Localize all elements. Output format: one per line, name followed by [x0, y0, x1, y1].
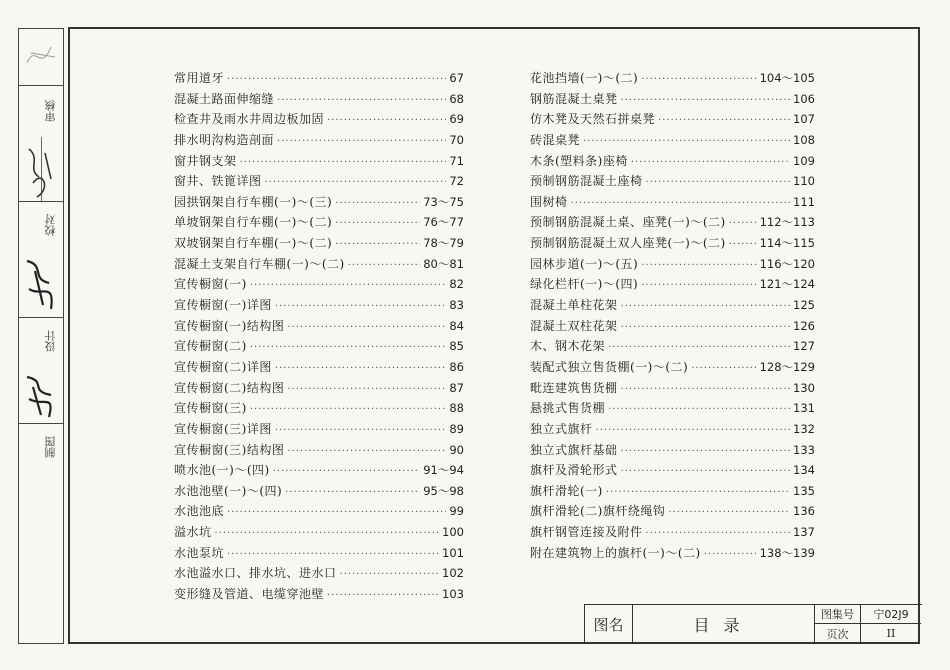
toc-entry-page: 125: [793, 298, 815, 313]
drawing-name-label: 图名: [585, 605, 633, 643]
toc-leader-dots: [335, 218, 420, 229]
toc-entry: [174, 172, 464, 193]
toc-entry-page: 133: [793, 442, 815, 457]
drawing-title: 目录: [633, 605, 815, 643]
toc-leader-dots: [729, 239, 757, 250]
toc-entry-page: 136: [793, 504, 815, 519]
toc-leader-dots: [335, 239, 420, 250]
toc-entry: [530, 461, 815, 482]
toc-entry: [530, 110, 815, 131]
toc-entry-page: 112～113: [759, 215, 815, 230]
toc-entry: [174, 502, 464, 523]
toc-entry-page: 86: [449, 359, 464, 374]
toc-entry-title: 水池溢水口、排水坑、进水口: [174, 566, 337, 581]
toc-entry-title: 预制钢筋混凝土桌、座凳(一)～(二): [530, 215, 726, 230]
toc-entry: [174, 399, 464, 420]
toc-entry-page: 126: [793, 318, 815, 333]
toc-leader-dots: [583, 136, 790, 147]
drawing-frame: [68, 27, 920, 644]
toc-entry: [174, 461, 464, 482]
toc-leader-dots: [621, 384, 791, 395]
toc-entry: [530, 544, 815, 565]
toc-entry-title: 装配式独立售货棚(一)～(二): [530, 359, 689, 374]
toc-entry-page: 103: [442, 587, 464, 602]
toc-leader-dots: [265, 177, 447, 188]
toc-leader-dots: [668, 507, 790, 518]
toc-entry-title: 混凝土双柱花架: [530, 318, 618, 333]
toc-entry-title: 喷水池(一)～(四): [174, 463, 270, 478]
sign-label-drafting: 制图: [44, 436, 57, 458]
toc-entry: [174, 213, 464, 234]
toc-entry-page: 110: [793, 174, 815, 189]
page-value: II: [886, 627, 896, 640]
toc-entry-title: 水池泵坑: [174, 545, 225, 560]
toc-entry-title: 砖混桌凳: [530, 132, 581, 147]
toc-entry-page: 95～98: [423, 483, 464, 498]
toc-entry-title: 水池池壁(一)～(四): [174, 483, 283, 498]
toc-entry-title: 双坡钢架自行车棚(一)～(二): [174, 236, 333, 251]
sign-cell-drafting: [19, 423, 63, 473]
toc-entry-title: 旗杆滑轮(一): [530, 483, 603, 498]
toc-entry-title: 排水明沟构造剖面: [174, 132, 275, 147]
toc-entry: [174, 564, 464, 585]
toc-leader-dots: [691, 363, 756, 374]
toc-entry: [530, 275, 815, 296]
toc-leader-dots: [277, 136, 446, 147]
toc-entry: [530, 296, 815, 317]
toc-entry-title: 溢水坑: [174, 525, 212, 540]
toc-leader-dots: [621, 301, 791, 312]
toc-entry-title: 变形缝及管道、电缆穿池壁: [174, 587, 325, 602]
toc-entry-title: 窗井、铁篦详图: [174, 174, 262, 189]
toc-entry: [530, 152, 815, 173]
toc-leader-dots: [227, 549, 439, 560]
toc-leader-dots: [608, 342, 790, 353]
toc-entry-page: 87: [449, 380, 464, 395]
toc-entry-title: 水池池底: [174, 504, 225, 519]
toc-entry-page: 114～115: [759, 236, 815, 251]
toc-leader-dots: [340, 569, 440, 580]
toc-entry-page: 111: [793, 194, 815, 209]
toc-entry-page: 71: [449, 153, 464, 168]
toc-entry-title: 宣传橱窗(三): [174, 401, 247, 416]
toc-entry-title: 木、钢木花架: [530, 339, 606, 354]
atlas-number-label: 图集号: [815, 605, 861, 624]
toc-leader-dots: [646, 177, 791, 188]
toc-entry-title: 木条(塑料条)座椅: [530, 153, 628, 168]
toc-entry: [174, 441, 464, 462]
top-handwriting: [21, 33, 63, 83]
toc-entry-page: 102: [442, 566, 464, 581]
toc-entry-title: 宣传橱窗(三)结构图: [174, 442, 285, 457]
toc-entry-title: 预制钢筋混凝土双人座凳(一)～(二): [530, 236, 726, 251]
sign-cell-review: [19, 85, 63, 137]
toc-entry: [530, 90, 815, 111]
toc-leader-dots: [227, 507, 446, 518]
toc-entry-title: 宣传橱窗(二)详图: [174, 359, 272, 374]
toc-leader-dots: [348, 260, 420, 271]
sign-label-review: 审核: [44, 100, 57, 122]
sign-cell-proofread: [19, 201, 63, 253]
toc-entry: [530, 234, 815, 255]
toc-entry-title: 围树椅: [530, 194, 568, 209]
toc-entry: [530, 358, 815, 379]
toc-entry-page: 109: [793, 153, 815, 168]
toc-entry-page: 132: [793, 421, 815, 436]
toc-entry: [530, 441, 815, 462]
toc-entry: [530, 337, 815, 358]
proofread-signature: [21, 253, 63, 317]
toc-leader-dots: [287, 384, 446, 395]
toc-entry-page: 99: [449, 504, 464, 519]
toc-entry-title: 混凝土单柱花架: [530, 298, 618, 313]
toc-entry-title: 旗杆滑轮(二)旗杆绕绳钩: [530, 504, 666, 519]
toc-leader-dots: [215, 528, 440, 539]
design-signature: [21, 367, 63, 423]
toc-leader-dots: [631, 157, 790, 168]
toc-entry-title: 常用道牙: [174, 71, 225, 85]
toc-entry-title: 宣传橱窗(二): [174, 339, 247, 354]
toc-entry-title: 预制钢筋混凝土座椅: [530, 174, 643, 189]
review-signature: [21, 139, 61, 201]
toc-entry: [174, 337, 464, 358]
toc-entry-page: 68: [449, 91, 464, 106]
toc-entry-title: 单坡钢架自行车棚(一)～(二): [174, 215, 333, 230]
toc-leader-dots: [704, 549, 757, 560]
toc-entry-page: 101: [442, 545, 464, 560]
toc-entry-page: 107: [793, 112, 815, 127]
toc-entry-page: 127: [793, 339, 815, 354]
toc-leader-dots: [285, 487, 420, 498]
toc-entry: [530, 399, 815, 420]
toc-entry: [530, 317, 815, 338]
toc-entry-title: 悬挑式售货棚: [530, 401, 606, 416]
toc-entry-title: 独立式旗杆基础: [530, 442, 618, 457]
toc-entry: [174, 131, 464, 152]
toc-entry: [174, 69, 464, 90]
toc-entry-title: 宣传橱窗(一)结构图: [174, 318, 285, 333]
toc-leader-dots: [227, 74, 446, 85]
toc-entry: [174, 482, 464, 503]
toc-leader-dots: [275, 301, 446, 312]
toc-leader-dots: [240, 157, 447, 168]
toc-entry-page: 69: [449, 112, 464, 127]
sign-label-proofread: 校对: [44, 214, 57, 236]
toc-entry-page: 85: [449, 339, 464, 354]
toc-entry: [174, 90, 464, 111]
toc-entry-page: 108: [793, 132, 815, 147]
toc-entry-page: 80～81: [423, 256, 464, 271]
toc-entry: [174, 523, 464, 544]
toc-entry: [174, 234, 464, 255]
toc-entry: [174, 275, 464, 296]
toc-entry: [530, 482, 815, 503]
toc-entry: [174, 152, 464, 173]
toc-entry-page: 104～105: [759, 71, 815, 85]
toc-entry-page: 90: [449, 442, 464, 457]
toc-left-column: [174, 69, 464, 606]
toc-entry: [174, 317, 464, 338]
toc-leader-dots: [327, 115, 446, 126]
toc-entry-title: 钢筋混凝土桌凳: [530, 91, 618, 106]
toc-entry-title: 检查井及雨水井周边板加固: [174, 112, 325, 127]
toc-entry-title: 独立式旗杆: [530, 421, 593, 436]
toc-entry-page: 131: [793, 401, 815, 416]
toc-leader-dots: [273, 466, 420, 477]
toc-leader-dots: [250, 404, 446, 415]
toc-leader-dots: [641, 280, 756, 291]
toc-entry: [174, 585, 464, 606]
toc-entry-page: 76～77: [423, 215, 464, 230]
toc-leader-dots: [250, 342, 446, 353]
toc-entry-title: 花池挡墙(一)～(二): [530, 71, 639, 85]
toc-leader-dots: [646, 528, 791, 539]
toc-leader-dots: [621, 466, 791, 477]
toc-leader-dots: [335, 198, 420, 209]
toc-entry-title: 附在建筑物上的旗杆(一)～(二): [530, 545, 701, 560]
toc-entry: [174, 379, 464, 400]
toc-leader-dots: [641, 74, 756, 85]
toc-entry-title: 园林步道(一)～(五): [530, 256, 639, 271]
toc-entry: [174, 110, 464, 131]
toc-entry-page: 134: [793, 463, 815, 478]
toc-entry-title: 旗杆及滑轮形式: [530, 463, 618, 478]
toc-entry-page: 70: [449, 132, 464, 147]
toc-entry-page: 89: [449, 421, 464, 436]
toc-entry: [530, 69, 815, 90]
sign-label-design: 设计: [44, 330, 57, 352]
toc-leader-dots: [621, 446, 791, 457]
toc-entry: [530, 255, 815, 276]
toc-entry-page: 88: [449, 401, 464, 416]
toc-entry-title: 绿化栏杆(一)～(四): [530, 277, 639, 292]
toc-entry-title: 园拱钢架自行车棚(一)～(三): [174, 194, 333, 209]
toc-entry-page: 67: [449, 71, 464, 85]
toc-leader-dots: [275, 363, 446, 374]
toc-entry-title: 宣传橱窗(二)结构图: [174, 380, 285, 395]
toc-entry-page: 106: [793, 91, 815, 106]
toc-entry: [530, 379, 815, 400]
toc-entry: [174, 193, 464, 214]
toc-leader-dots: [277, 95, 446, 106]
signature-strip: [18, 28, 64, 644]
toc-entry-page: 121～124: [759, 277, 815, 292]
toc-leader-dots: [658, 115, 790, 126]
toc-entry: [530, 523, 815, 544]
toc-entry: [530, 213, 815, 234]
atlas-number-value: 宁02J9: [861, 605, 921, 624]
toc-entry-title: 旗杆钢管连接及附件: [530, 525, 643, 540]
toc-leader-dots: [606, 487, 790, 498]
toc-leader-dots: [729, 218, 757, 229]
toc-leader-dots: [621, 322, 791, 333]
toc-entry-page: 135: [793, 483, 815, 498]
toc-entry: [530, 502, 815, 523]
toc-entry-title: 混凝土路面伸缩缝: [174, 91, 275, 106]
toc-right-column: [530, 69, 815, 564]
toc-leader-dots: [327, 590, 439, 601]
sign-cell-design: [19, 317, 63, 367]
toc-entry-page: 138～139: [759, 545, 815, 560]
toc-leader-dots: [608, 404, 790, 415]
toc-entry: [174, 358, 464, 379]
toc-entry: [530, 131, 815, 152]
toc-leader-dots: [250, 280, 446, 291]
toc-entry: [174, 544, 464, 565]
toc-entry-title: 窗井钢支架: [174, 153, 237, 168]
toc-entry-page: 130: [793, 380, 815, 395]
toc-entry-page: 100: [442, 525, 464, 540]
toc-entry-page: 116～120: [759, 256, 815, 271]
toc-entry-title: 毗连建筑售货棚: [530, 380, 618, 395]
toc-entry-title: 混凝土支架自行车棚(一)～(二): [174, 256, 345, 271]
toc-entry: [530, 193, 815, 214]
toc-entry: [530, 172, 815, 193]
toc-entry-page: 128～129: [759, 359, 815, 374]
toc-entry-page: 72: [449, 174, 464, 189]
toc-entry-page: 73～75: [423, 194, 464, 209]
toc-leader-dots: [571, 198, 791, 209]
toc-entry-title: 仿木凳及天然石拼桌凳: [530, 112, 656, 127]
toc-leader-dots: [641, 260, 756, 271]
page-label: 页次: [815, 624, 861, 643]
toc-leader-dots: [287, 322, 446, 333]
toc-entry-page: 91～94: [423, 463, 464, 478]
toc-leader-dots: [621, 95, 791, 106]
toc-entry: [174, 420, 464, 441]
toc-entry: [530, 420, 815, 441]
toc-leader-dots: [596, 425, 791, 436]
toc-entry-page: 78～79: [423, 236, 464, 251]
toc-leader-dots: [287, 446, 446, 457]
title-block: [584, 604, 922, 644]
toc-entry-page: 84: [449, 318, 464, 333]
toc-entry: [174, 296, 464, 317]
toc-entry-page: 137: [793, 525, 815, 540]
toc-entry-page: 83: [449, 298, 464, 313]
toc-entry-title: 宣传橱窗(一): [174, 277, 247, 292]
toc-entry-title: 宣传橱窗(一)详图: [174, 298, 272, 313]
toc-leader-dots: [275, 425, 446, 436]
toc-entry-page: 82: [449, 277, 464, 292]
toc-entry: [174, 255, 464, 276]
toc-entry-title: 宣传橱窗(三)详图: [174, 421, 272, 436]
